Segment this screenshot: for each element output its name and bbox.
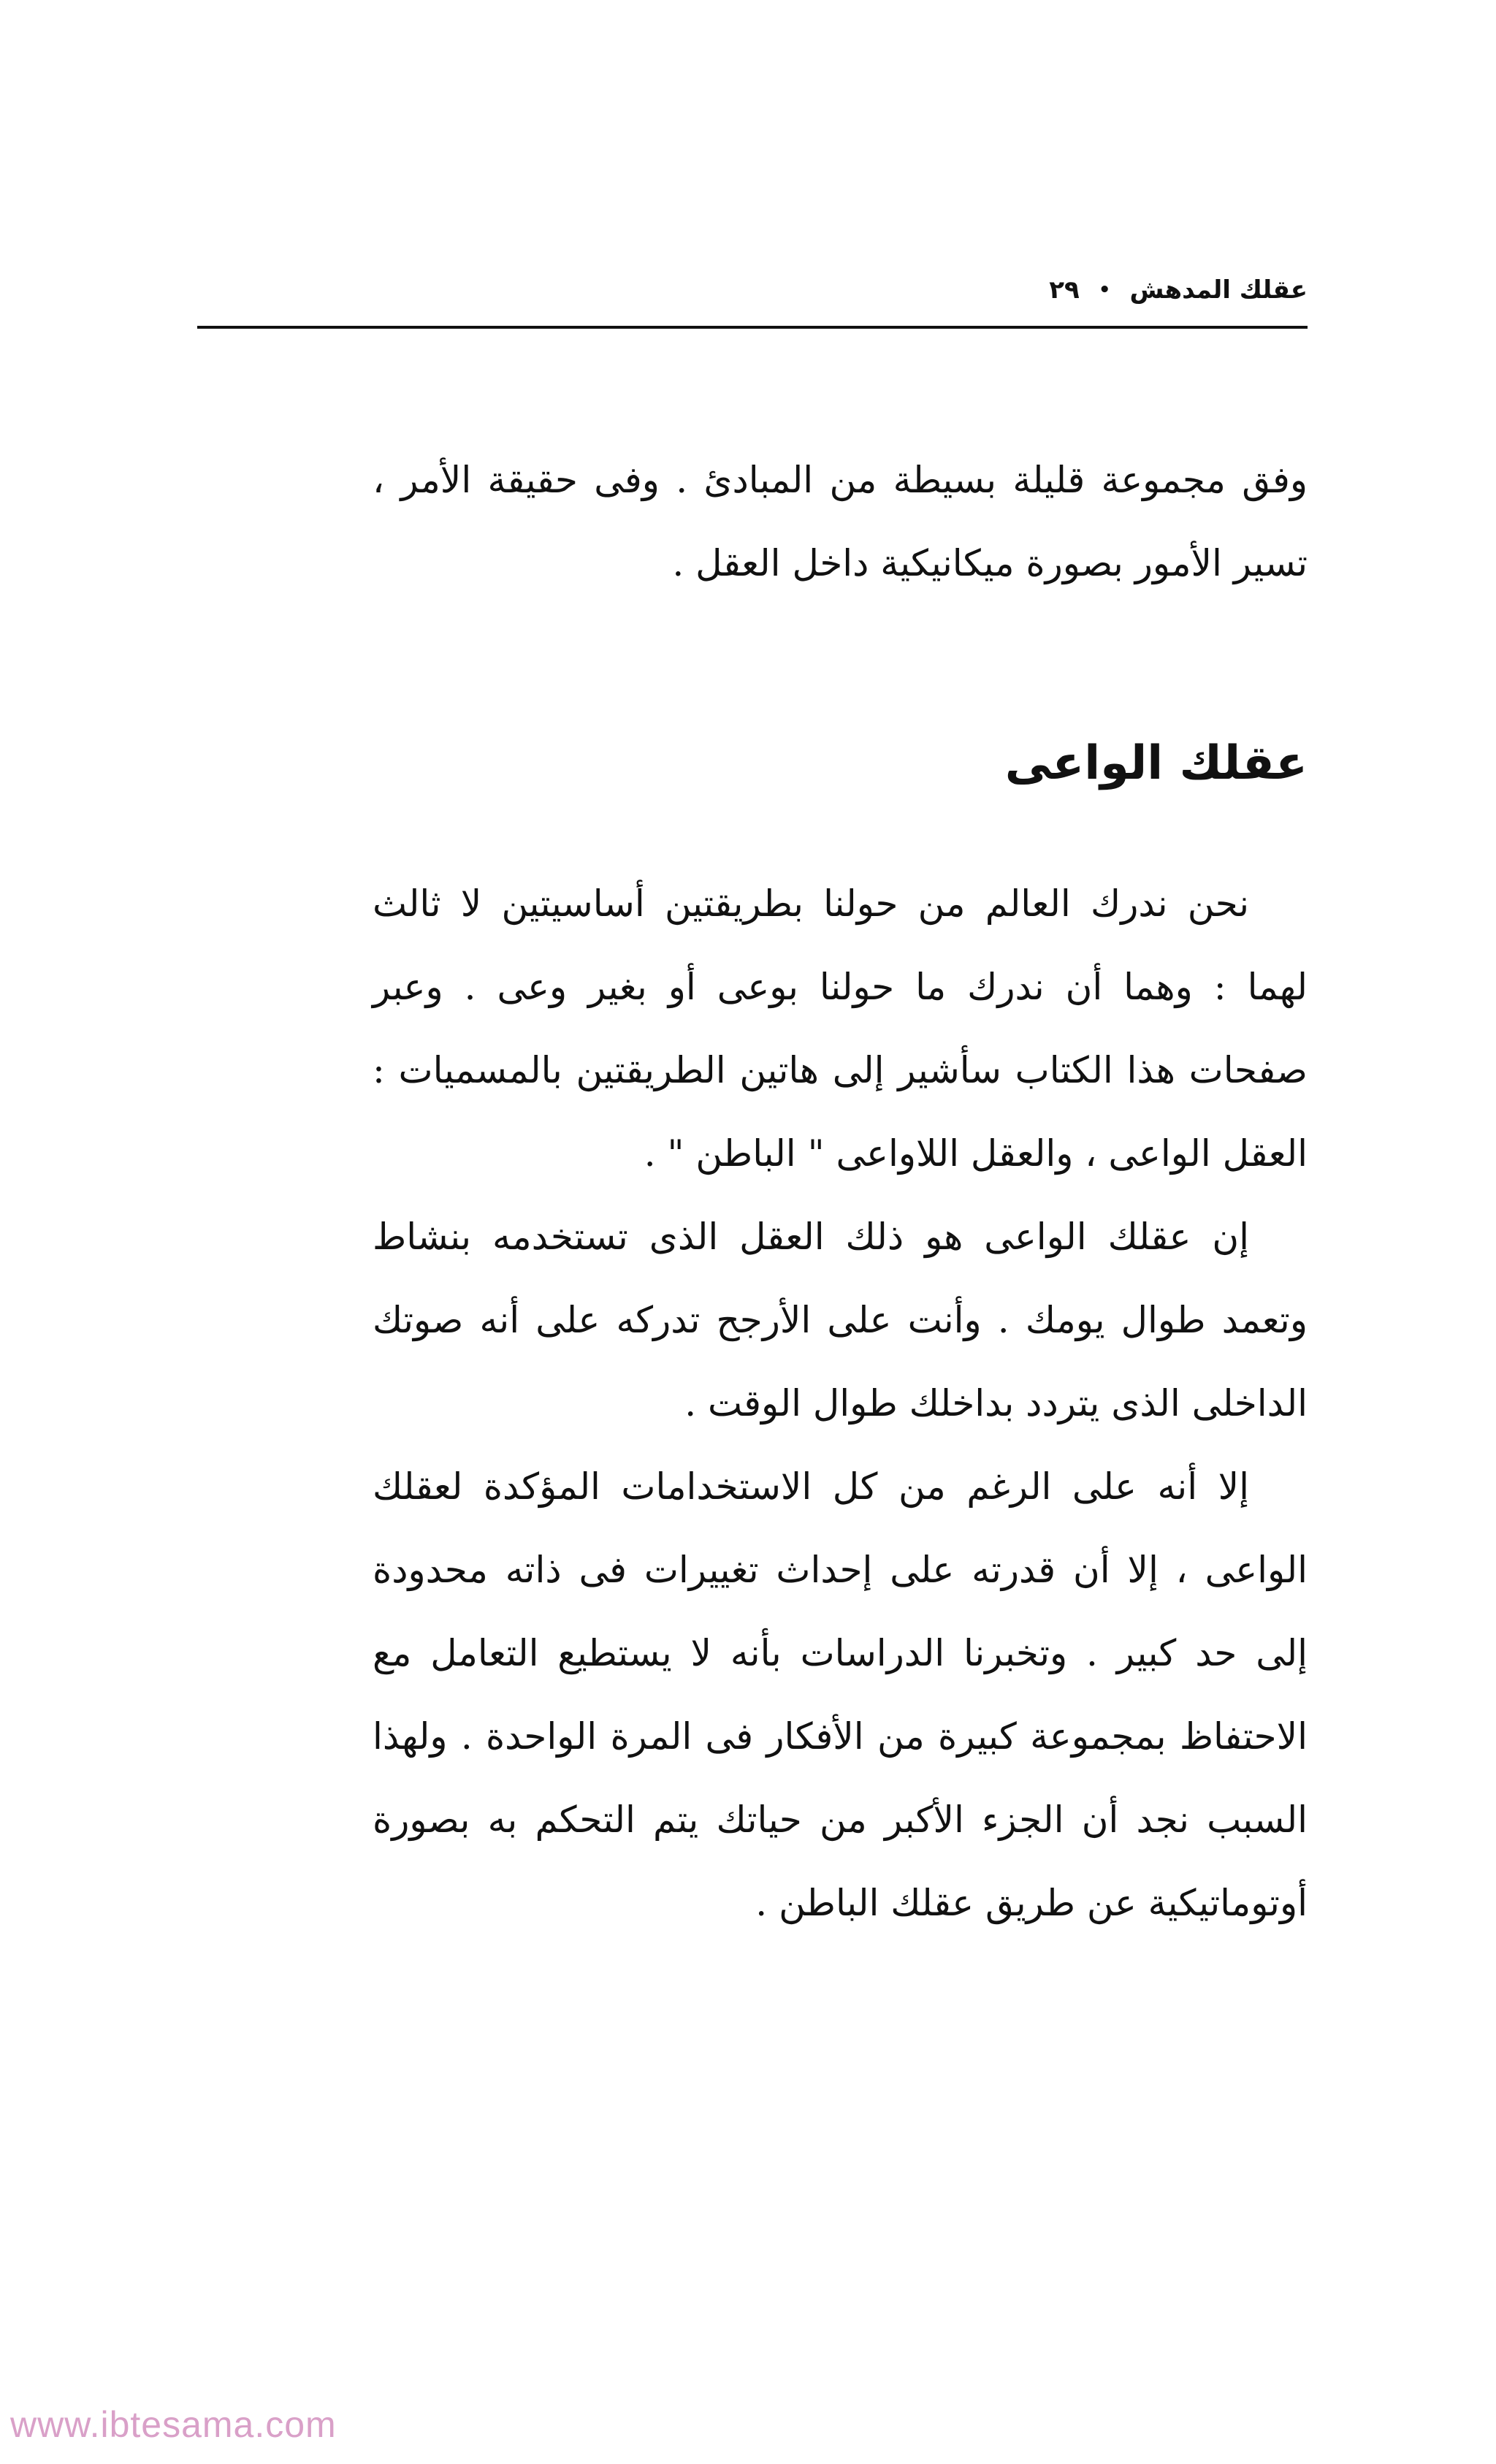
book-title: عقلك المدهش <box>1129 275 1308 305</box>
intro-paragraph: وفق مجموعة قليلة بسيطة من المبادئ . وفى حقيقة الأمر ، تسير الأمور بصورة ميكانيكية داخل العقل . <box>373 459 1308 584</box>
page-number: ٢٩ <box>1049 275 1080 305</box>
paragraph-1: نحن ندرك العالم من حولنا بطريقتين أساسيتين لا ثالث لهما : وهما أن ندرك ما حولنا بوعى أو بغير وعى . وعبر صفحات هذا الكتاب سأشير إلى هاتين الطريقتين بالمسميات : العقل الواعى ، والعقل اللاواعى " الباطن " . <box>373 882 1308 1175</box>
header-separator: • <box>1098 279 1111 301</box>
paragraph-3: إلا أنه على الرغم من كل الاستخدامات المؤكدة لعقلك الواعى ، إلا أن قدرته على إحداث تغييرات فى ذاته محدودة إلى حد كبير . وتخبرنا الدراسات بأنه لا يستطيع التعامل مع الاحتفاظ بمجموعة كبيرة من الأفكار فى المرة الواحدة . ولهذا السبب نجد أن الجزء الأكبر من حياتك يتم التحكم به بصورة أوتوماتيكية عن طريق عقلك الباطن . <box>373 1465 1308 1924</box>
header-rule <box>197 326 1308 329</box>
section-body <box>373 862 1308 1945</box>
running-header <box>197 264 1308 316</box>
watermark: www.ibtesama.com <box>10 2404 337 2445</box>
intro-block <box>373 438 1308 605</box>
paragraph-2: إن عقلك الواعى هو ذلك العقل الذى تستخدمه بنشاط وتعمد طوال يومك . وأنت على الأرجح تدركه على أنه صوتك الداخلى الذى يتردد بداخلك طوال الوقت . <box>373 1216 1308 1424</box>
section-heading: عقلك الواعى <box>1004 736 1308 790</box>
